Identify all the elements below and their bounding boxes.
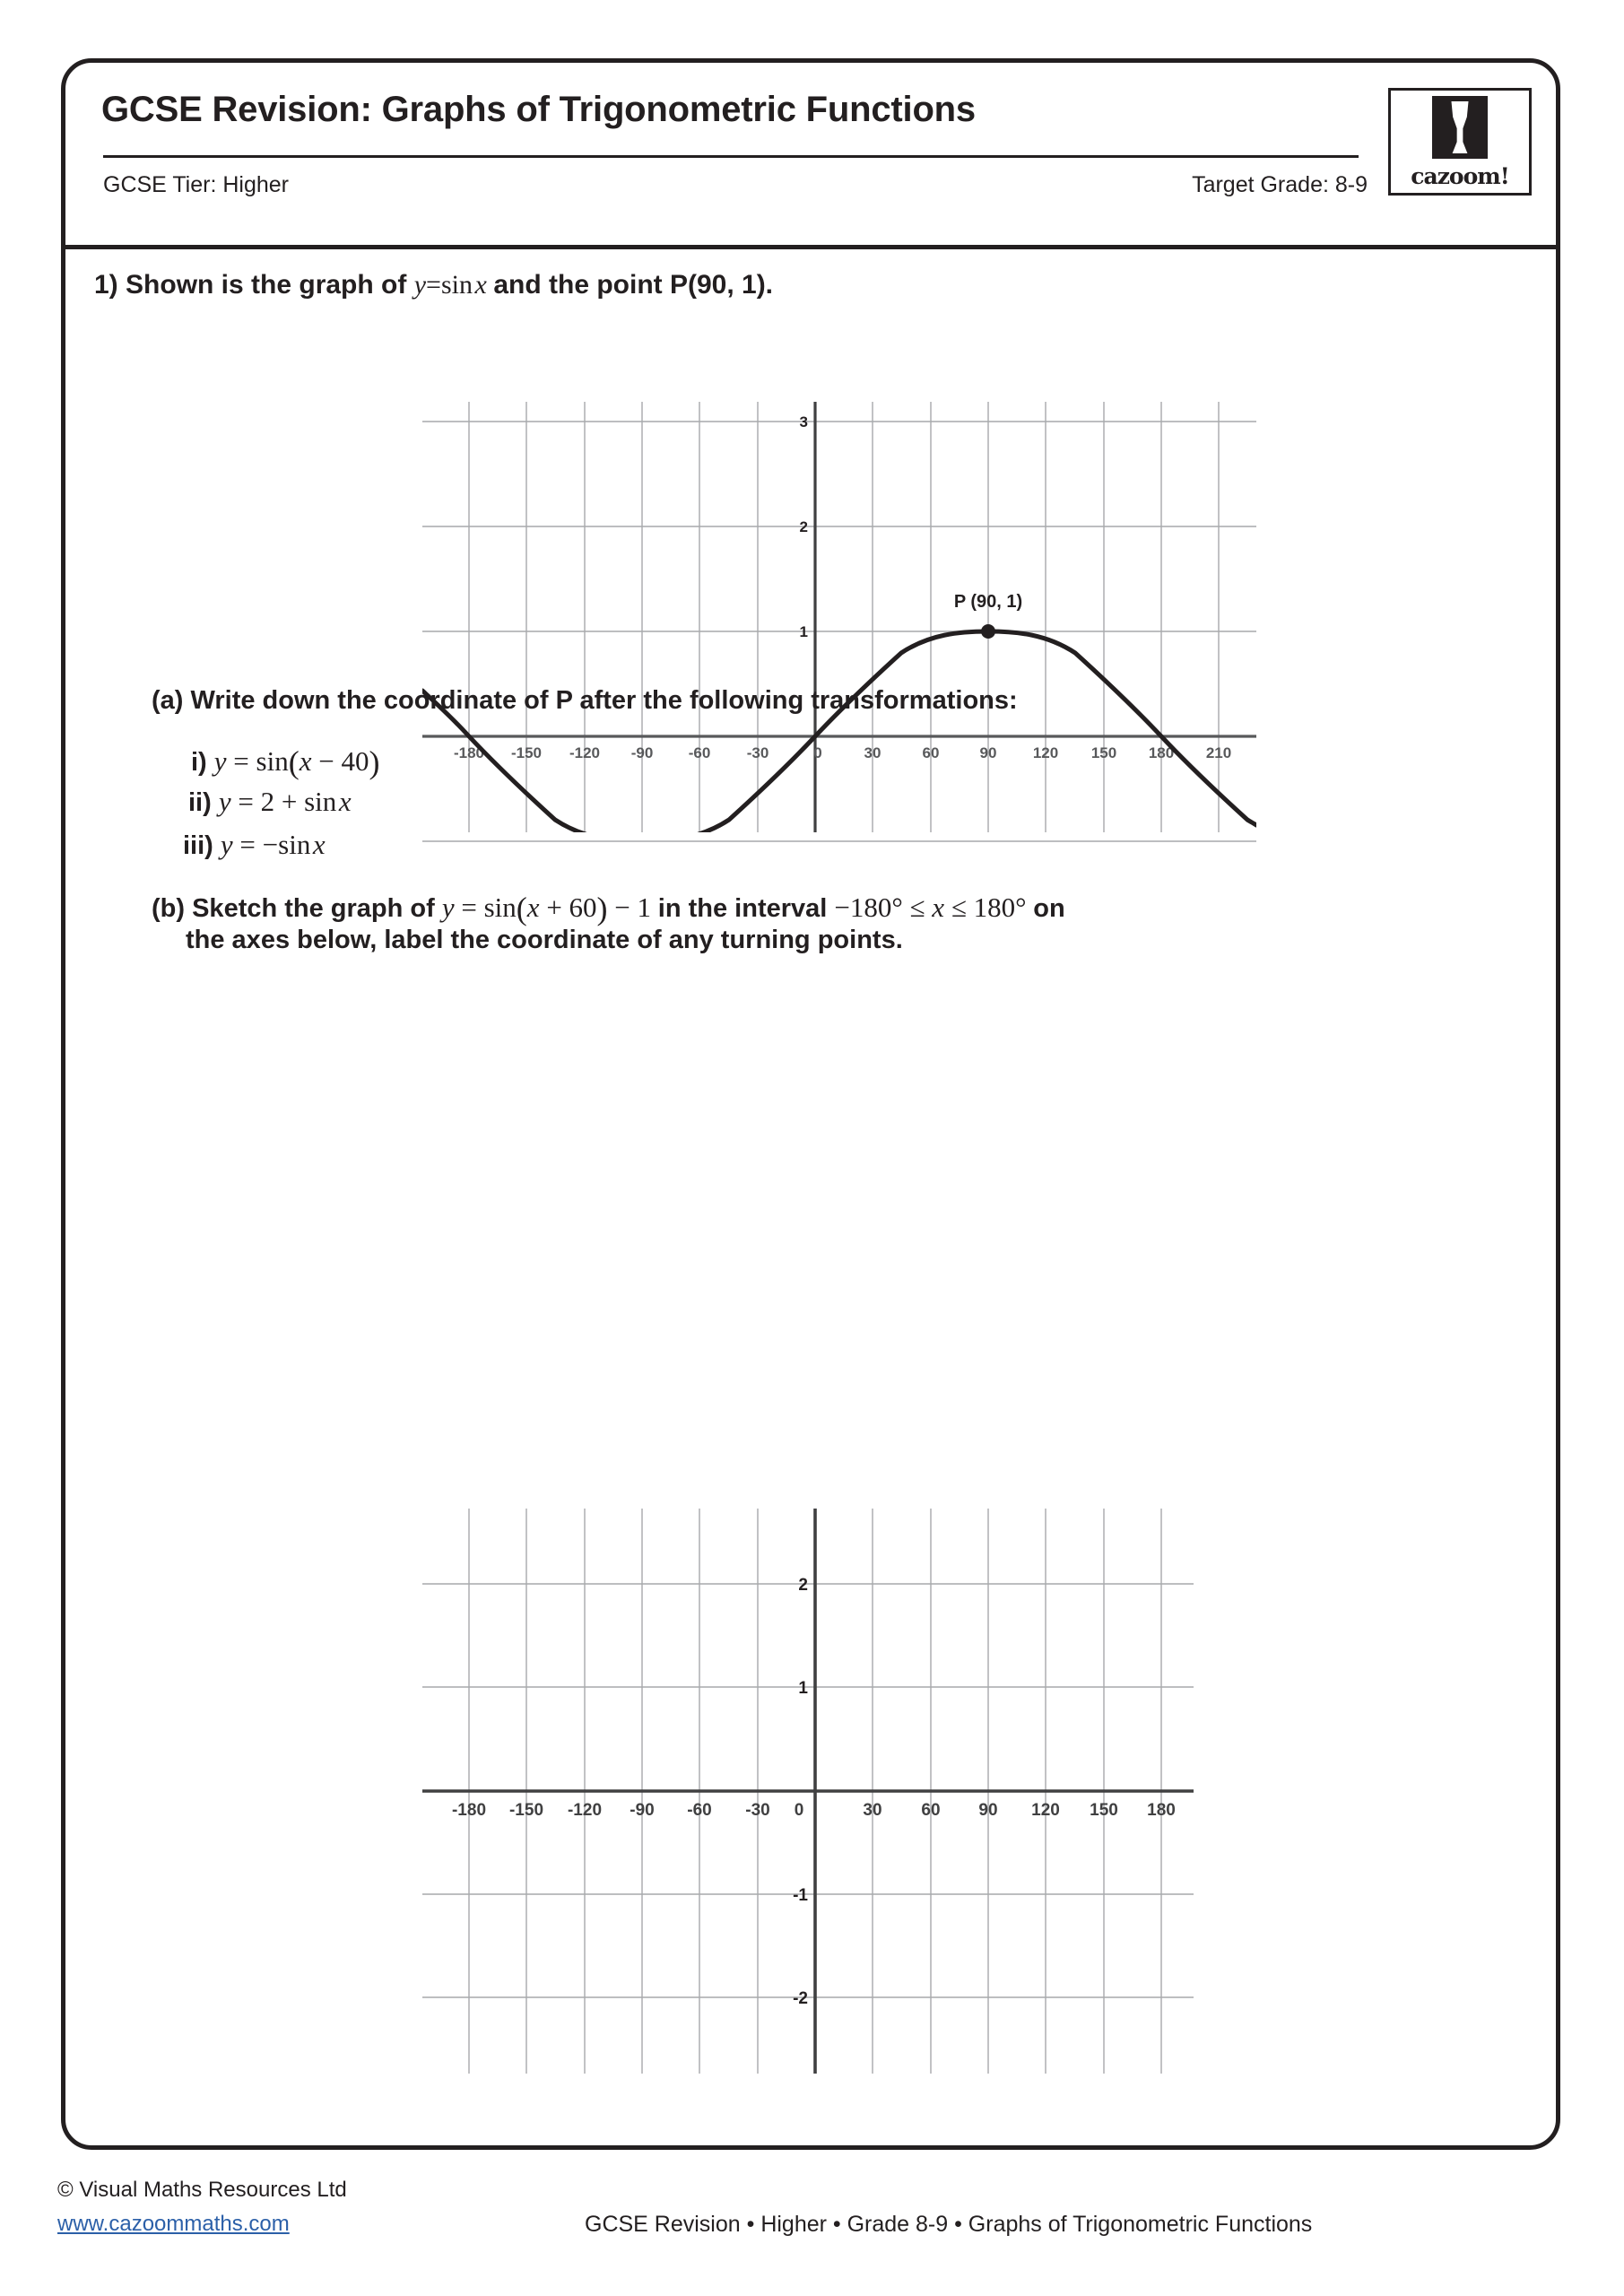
y-tick-2: 2	[799, 518, 808, 535]
x2-tick--30: -30	[745, 1801, 770, 1820]
x-tick-30: 30	[864, 744, 881, 761]
x2-tick--60: -60	[687, 1801, 712, 1820]
y2-tick--1: -1	[793, 1886, 808, 1905]
item-iii-marker: iii)	[183, 831, 213, 860]
x2-tick-150: 150	[1090, 1801, 1118, 1820]
item-i-marker: i)	[191, 748, 207, 777]
x-tick-0: 0	[813, 744, 822, 761]
part-b-before: Sketch the graph of	[192, 894, 435, 923]
item-iii-equation: y = −sin x	[220, 829, 326, 860]
x-tick--120: -120	[569, 744, 601, 761]
horizontal-gridlines	[422, 422, 1256, 832]
graph-sine-given-svg	[422, 402, 1256, 832]
hourglass-glass-shape	[1447, 101, 1472, 153]
y-tick-3: 3	[799, 413, 808, 430]
question-stem-after: and the point P(90, 1).	[493, 270, 774, 300]
worksheet-header	[65, 63, 1556, 249]
stem-y: y	[413, 270, 427, 300]
x2-tick-60: 60	[921, 1801, 941, 1820]
worksheet-page-frame	[61, 58, 1560, 2150]
part-a-item-ii	[188, 786, 352, 818]
sine-curve	[422, 631, 1256, 832]
footer-website-link[interactable]: www.cazoommaths.com	[57, 2212, 290, 2236]
x2-tick--120: -120	[567, 1801, 603, 1820]
x-tick--90: -90	[630, 744, 654, 761]
part-b-interval: −180° ≤ x ≤ 180°	[834, 891, 1034, 923]
part-b-label: (b)	[152, 894, 186, 923]
graph-blank-axes-svg	[422, 1509, 1194, 2074]
y-tick-1: 1	[799, 623, 808, 640]
hourglass-icon	[1432, 96, 1488, 159]
x2-tick-120: 120	[1031, 1801, 1060, 1820]
x2-tick--180: -180	[451, 1801, 487, 1820]
x-tick-60: 60	[922, 744, 940, 761]
part-b-instruction-line1	[152, 890, 1065, 927]
part-b-after: on	[1033, 894, 1065, 923]
x-tick--150: -150	[510, 744, 543, 761]
y2-tick--2: -2	[793, 1989, 808, 2008]
y-tick-labels	[800, 413, 808, 640]
x-tick--180: -180	[453, 744, 485, 761]
item-ii-equation: y = 2 + sin x	[218, 786, 352, 817]
y2-tick-1: 1	[798, 1679, 808, 1698]
footer-breadcrumb: GCSE Revision • Higher • Grade 8-9 • Graphs of Trigonometric Functions	[585, 2212, 1313, 2237]
worksheet-body	[65, 249, 1556, 2150]
x-tick-120: 120	[1032, 744, 1059, 761]
x2-tick-30: 30	[863, 1801, 882, 1820]
x-tick--60: -60	[688, 744, 711, 761]
x-tick-210: 210	[1205, 744, 1232, 761]
page-title: GCSE Revision: Graphs of Trigonometric Functions	[101, 90, 976, 129]
graph-blank-axes	[422, 1509, 1194, 2074]
x-tick-180: 180	[1148, 744, 1175, 761]
x-tick-90: 90	[979, 744, 997, 761]
x-tick--30: -30	[746, 744, 769, 761]
part-a-item-i	[191, 744, 379, 781]
stem-sin: sin	[440, 270, 473, 300]
part-b-instruction-line2: the axes below, label the coordinate of any turning points.	[186, 926, 903, 954]
item-i-equation: y = sin(x − 40)	[213, 744, 380, 780]
x2-tick--150: -150	[508, 1801, 544, 1820]
stem-eq: =	[426, 270, 441, 300]
part-a-text: Write down the coordinate of P after the following transformations:	[190, 686, 1018, 715]
part-b-equation: y = sin(x + 60) − 1	[441, 891, 658, 926]
x-tick-150: 150	[1090, 744, 1117, 761]
logo-wordmark: cazoom!	[1411, 163, 1509, 189]
stem-equation	[414, 270, 494, 300]
cazoom-logo	[1388, 88, 1532, 196]
tier-label: GCSE Tier: Higher	[103, 172, 290, 197]
item-ii-marker: ii)	[188, 788, 212, 817]
point-p-marker	[981, 624, 995, 639]
stem-x: x	[474, 270, 487, 300]
point-p-label: P (90, 1)	[953, 592, 1023, 612]
part-a-instruction	[152, 686, 1018, 716]
x2-tick-90: 90	[978, 1801, 998, 1820]
x2-tick-180: 180	[1147, 1801, 1176, 1820]
x2-tick--90: -90	[630, 1801, 655, 1820]
question-stem-before: Shown is the graph of	[126, 270, 407, 300]
header-divider	[103, 155, 1359, 158]
target-grade-label: Target Grade: 8-9	[1192, 172, 1368, 197]
footer-copyright: © Visual Maths Resources Ltd	[57, 2178, 347, 2202]
part-b-mid: in the interval	[657, 894, 828, 923]
y2-tick-2: 2	[798, 1576, 808, 1595]
part-a-label: (a)	[152, 686, 184, 715]
graph-sine-given	[422, 402, 1256, 832]
vertical-gridlines	[469, 402, 1219, 832]
x-tick-labels	[454, 744, 1231, 761]
x2-tick-0: 0	[794, 1801, 804, 1820]
question-1-stem	[94, 270, 773, 300]
question-number: 1)	[94, 270, 118, 300]
part-a-item-iii	[183, 829, 326, 861]
